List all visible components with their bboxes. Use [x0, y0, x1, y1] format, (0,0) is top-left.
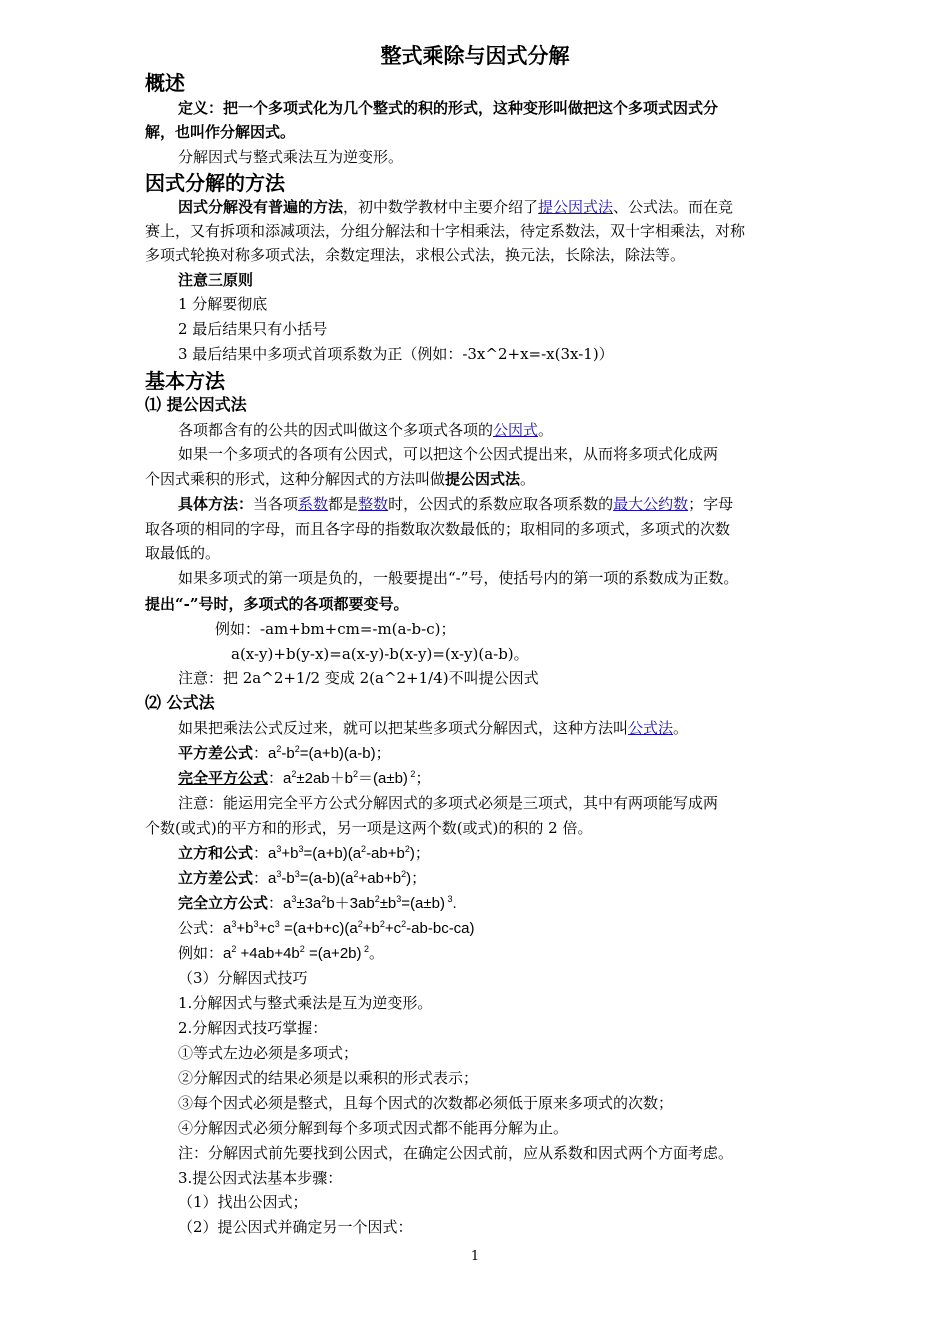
- formula-expression: $a^3+b^3+c^3 =(a+b+c)(a^2+b^2+c^2-ab-bc-ca)$: [223, 919, 475, 937]
- perfect-square: [178, 768, 430, 789]
- link-common-factor[interactable]: 公因式: [493, 421, 539, 439]
- method-1-p3-line-2: 取各项的相同的字母，而且各字母的指数取次数最低的；取相同的多项式，多项式的次数: [145, 520, 731, 538]
- example-1: 例如：-am+bm+cm=-m(a-b-c)；: [215, 620, 456, 638]
- condition-4: ④分解因式必须分解到每个多项式因式都不能再分解为止。: [178, 1119, 569, 1137]
- method-1-note: 注意：把 2a^2+1/2 变成 2(a^2+1/4)不叫提公因式: [178, 669, 539, 687]
- m1-p1-text: 各项都含有的公共的因式叫做这个多项式各项的: [178, 421, 494, 439]
- cube-diff-formula: ：$a^3-b^3=(a-b)(a^2+ab+b^2)$；: [253, 869, 427, 887]
- diff-sq-formula: ：$a^2-b^2=(a+b)(a-b)$；: [253, 744, 391, 762]
- perfect-sq-label: 完全平方公式: [178, 769, 269, 787]
- section-heading-methods: 因式分解的方法: [145, 171, 285, 195]
- example-line: [178, 943, 384, 964]
- perfect-sq-formula: ：$a^2\pm 2ab+b^2=(a\pm b)$ $^2$；: [268, 769, 431, 787]
- link-factor-extraction[interactable]: 提公因式法: [538, 198, 614, 216]
- inverse-note: 分解因式与整式乘法互为逆变形。: [178, 148, 404, 166]
- method-1-p4-line-2: 提出“-”号时，多项式的各项都要变号。: [145, 595, 409, 613]
- example-2: a(x-y)+b(y-x)=a(x-y)-b(x-y)=(x-y)(a-b)。: [231, 645, 529, 663]
- definition-line-1: 定义：把一个多项式化为几个整式的积的形式，这种变形叫做把这个多项式因式分: [178, 99, 719, 117]
- m1-p2-end: 。: [520, 470, 536, 488]
- methods-line-1: [178, 197, 733, 217]
- methods-bold-lead: 因式分解没有普遍的方法: [178, 198, 344, 216]
- method-1-p1: [178, 420, 553, 440]
- link-gcd[interactable]: 最大公约数: [613, 495, 689, 513]
- difference-of-squares: [178, 743, 391, 764]
- method-2-note-line-2: 个数(或式)的平方和的形式，另一项是这两个数(或式)的积的 2 倍。: [145, 819, 593, 837]
- method-2-heading: ⑵ 公式法: [145, 693, 215, 712]
- perfect-cube-label: 完全立方公式: [178, 894, 269, 912]
- condition-3: ③每个因式必须是整式，且每个因式的次数都必须低于原来多项式的次数；: [178, 1094, 674, 1112]
- m1-p2-bold: 提公因式法: [445, 470, 521, 488]
- m1-p3-a: 当各项: [253, 495, 299, 513]
- formula-line: [178, 918, 475, 939]
- method-3-heading: （3）分解因式技巧: [178, 969, 308, 987]
- section-heading-overview: 概述: [145, 71, 185, 95]
- document-title: 整式乘除与因式分解: [380, 44, 570, 68]
- m1-p1-end: 。: [538, 421, 554, 439]
- cube-sum: [178, 843, 430, 864]
- rule-1: 1 分解要彻底: [178, 295, 268, 313]
- rule-3: 3 最后结果中多项式首项系数为正（例如：-3x^2+x=-x(3x-1)）: [178, 345, 614, 363]
- methods-line-2: 赛上，又有拆项和添减项法，分组分解法和十字相乘法，待定系数法，双十字相乘法，对称: [145, 222, 746, 240]
- formula-label: 公式：: [178, 919, 224, 937]
- tip-3: 3.提公因式法基本步骤：: [178, 1169, 343, 1187]
- method-1-p3-line-3: 取最低的。: [145, 544, 221, 562]
- method-1-p3-line-1: [178, 494, 733, 514]
- three-rules-heading: 注意三原则: [178, 271, 254, 289]
- link-formula-method[interactable]: 公式法: [628, 719, 674, 737]
- cube-sum-label: 立方和公式: [178, 844, 254, 862]
- m1-p2-text: 个因式乘积的形式，这种分解因式的方法叫做: [145, 470, 446, 488]
- cube-sum-formula: ：$a^3+b^3=(a+b)(a^2-ab+b^2)$；: [253, 844, 430, 862]
- methods-text-a: ，初中数学教材中主要介绍了: [343, 198, 539, 216]
- perfect-cube: [178, 893, 457, 914]
- cube-difference: [178, 868, 426, 889]
- condition-1: ①等式左边必须是多项式；: [178, 1044, 359, 1062]
- methods-text-b: 、公式法。而在竞: [613, 198, 734, 216]
- m1-p3-c: 时，公因式的系数应取各项系数的: [388, 495, 614, 513]
- methods-line-3: 多项式轮换对称多项式法，余数定理法，求根公式法，换元法，长除法，除法等。: [145, 246, 686, 264]
- method-1-heading: ⑴ 提公因式法: [145, 395, 247, 414]
- example-label: 例如：: [178, 944, 224, 962]
- tip-1: 1.分解因式与整式乘法是互为逆变形。: [178, 994, 433, 1012]
- condition-2: ②分解因式的结果必须是以乘积的形式表示；: [178, 1069, 479, 1087]
- method-2-note-line-1: 注意：能运用完全平方公式分解因式的多项式必须是三项式，其中有两项能写成两: [178, 794, 719, 812]
- tip-2: 2.分解因式技巧掌握：: [178, 1019, 328, 1037]
- link-integer[interactable]: 整数: [358, 495, 389, 513]
- method-1-p4-line-1: 如果多项式的第一项是负的，一般要提出“-”号，使括号内的第一项的系数成为正数。: [178, 569, 739, 587]
- method-1-p2-line-2: [145, 469, 535, 489]
- link-coefficient[interactable]: 系数: [298, 495, 329, 513]
- m2-intro-end: 。: [673, 719, 689, 737]
- m2-intro-text: 如果把乘法公式反过来，就可以把某些多项式分解因式，这种方法叫: [178, 719, 629, 737]
- step-1: （1）找出公因式；: [178, 1193, 308, 1211]
- method-2-intro: [178, 718, 688, 738]
- cube-diff-label: 立方差公式: [178, 869, 254, 887]
- m1-p3-b: 都是: [328, 495, 359, 513]
- definition-line-2: 解，也叫作分解因式。: [145, 123, 296, 141]
- step-2: （2）提公因式并确定另一个因式：: [178, 1218, 413, 1236]
- perfect-cube-formula: ：$a^3\pm 3a^2b+3ab^2\pm b^3=(a\pm b)$ $^3$.: [268, 894, 457, 912]
- method-1-p2-line-1: 如果一个多项式的各项有公因式，可以把这个公因式提出来，从而将多项式化成两: [178, 445, 719, 463]
- m1-p3-d: ；字母: [688, 495, 734, 513]
- rule-2: 2 最后结果只有小括号: [178, 320, 328, 338]
- m1-p3-bold: 具体方法：: [178, 495, 254, 513]
- section-heading-basic: 基本方法: [145, 369, 225, 393]
- diff-sq-label: 平方差公式: [178, 744, 254, 762]
- example-expression: $a^2 +4ab+4b^2 =(a+2b)$ $^2$。: [223, 944, 385, 962]
- tips-note: 注：分解因式前先要找到公因式，在确定公因式前，应从系数和因式两个方面考虑。: [178, 1144, 734, 1162]
- page-number: 1: [470, 1249, 480, 1264]
